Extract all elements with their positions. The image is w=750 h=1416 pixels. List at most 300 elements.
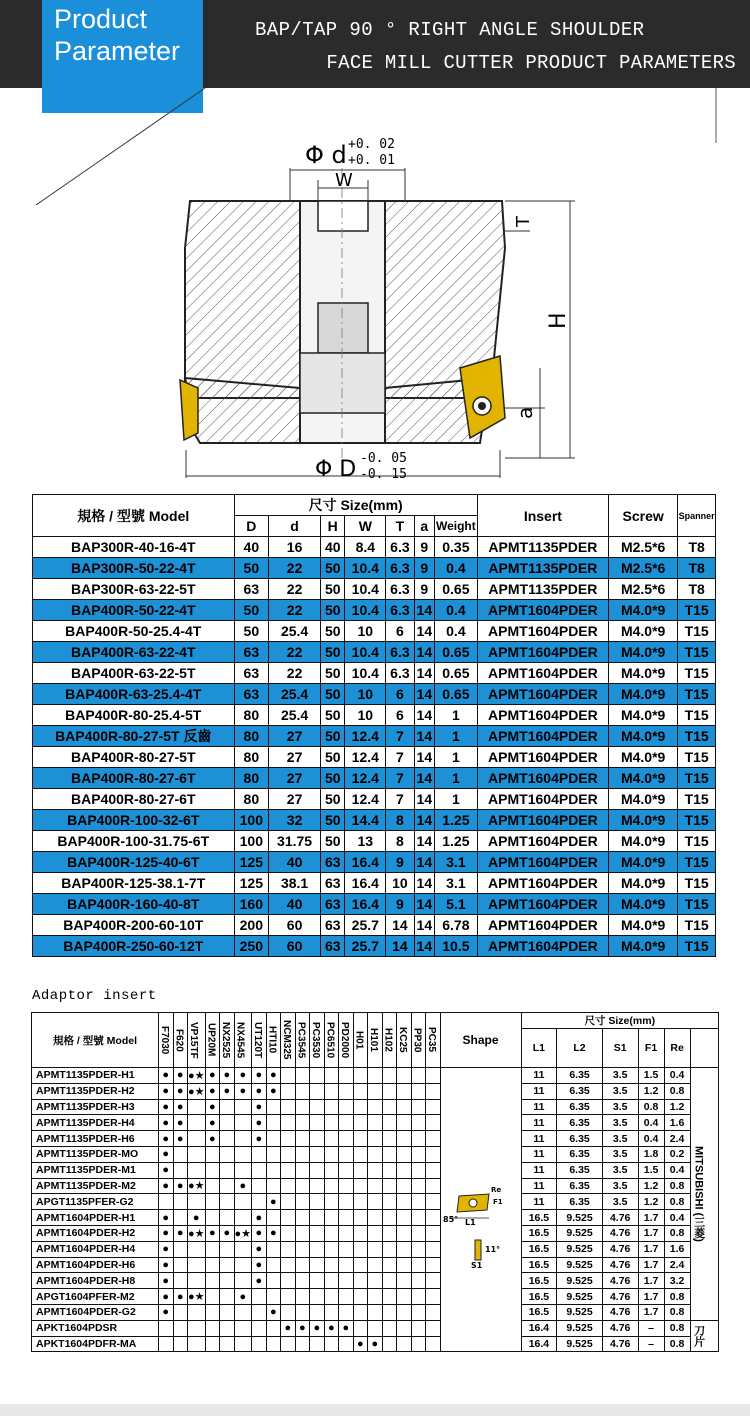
- table-cell: 10: [345, 621, 386, 642]
- table-cell: APMT1604PDER: [477, 852, 608, 873]
- grade-mark-cell: [339, 1241, 354, 1257]
- grade-mark-cell: [252, 1178, 267, 1194]
- table-cell: 27: [269, 726, 321, 747]
- grade-mark-cell: [295, 1336, 310, 1352]
- table-cell: BAP400R-50-22-4T: [33, 600, 235, 621]
- grade-mark-cell: [205, 1178, 220, 1194]
- grade-mark-cell: [252, 1336, 267, 1352]
- table-cell: APMT1604PDER: [477, 684, 608, 705]
- table-cell: 63: [321, 894, 345, 915]
- table-cell: 14: [414, 726, 434, 747]
- table-cell: 9: [386, 894, 415, 915]
- grade-mark-cell: [339, 1162, 354, 1178]
- grade-mark-cell: ●: [220, 1068, 235, 1084]
- grade-mark-cell: [324, 1336, 339, 1352]
- grade-mark-cell: [281, 1178, 296, 1194]
- grade-header: [234, 1013, 252, 1068]
- size-col-header: D: [234, 516, 269, 537]
- adaptor-size-cell: 1.2: [638, 1194, 664, 1210]
- adaptor-size-cell: 11: [521, 1083, 557, 1099]
- grade-header: [397, 1013, 412, 1068]
- grade-mark-cell: [368, 1083, 383, 1099]
- table-cell: BAP300R-40-16-4T: [33, 537, 235, 558]
- grade-mark-cell: [310, 1257, 325, 1273]
- table-row: [33, 936, 716, 957]
- grade-mark-cell: [353, 1146, 368, 1162]
- table-cell: 0.65: [435, 663, 478, 684]
- grade-mark-cell: ●: [252, 1083, 267, 1099]
- grade-mark-cell: [220, 1289, 235, 1305]
- grade-mark-cell: ●: [266, 1083, 281, 1099]
- w-label: W: [335, 170, 353, 191]
- grade-mark-cell: [310, 1178, 325, 1194]
- grade-label: F620: [173, 1028, 185, 1052]
- table-cell: 25.4: [269, 705, 321, 726]
- adaptor-size-cell: 6.35: [557, 1068, 603, 1084]
- table-row: [33, 894, 716, 915]
- table-cell: 13: [345, 831, 386, 852]
- table-row: [33, 747, 716, 768]
- grade-mark-cell: [411, 1225, 426, 1241]
- table-cell: 8: [386, 810, 415, 831]
- table-cell: T15: [678, 852, 716, 873]
- grade-mark-cell: ●: [205, 1115, 220, 1131]
- D-tolerance-lower: -0. 15: [360, 467, 407, 482]
- adaptor-size-cell: 1.7: [638, 1304, 664, 1320]
- grade-mark-cell: [368, 1289, 383, 1305]
- grade-mark-cell: [397, 1146, 412, 1162]
- table-cell: M4.0*9: [609, 768, 678, 789]
- grade-mark-cell: [426, 1115, 441, 1131]
- brand-col-header: [690, 1029, 718, 1068]
- grade-mark-cell: ●: [252, 1210, 267, 1226]
- grade-mark-cell: ●: [252, 1257, 267, 1273]
- grade-mark-cell: [339, 1068, 354, 1084]
- grade-mark-cell: [397, 1289, 412, 1305]
- table-cell: BAP400R-80-27-5T: [33, 747, 235, 768]
- grade-mark-cell: [173, 1336, 188, 1352]
- table-cell: BAP400R-160-40-8T: [33, 894, 235, 915]
- adaptor-size-cell: 0.8: [664, 1178, 690, 1194]
- grade-mark-cell: [411, 1194, 426, 1210]
- adaptor-size-cell: 4.76: [602, 1320, 638, 1336]
- adaptor-size-cell: 2.4: [664, 1257, 690, 1273]
- grade-mark-cell: [426, 1304, 441, 1320]
- table-cell: APMT1604PDER: [477, 768, 608, 789]
- grade-mark-cell: [426, 1225, 441, 1241]
- grade-label: PC3545: [295, 1021, 307, 1059]
- grade-mark-cell: [426, 1131, 441, 1147]
- grade-mark-cell: [188, 1273, 206, 1289]
- grade-mark-cell: [252, 1320, 267, 1336]
- adaptor-size-cell: 4.76: [602, 1225, 638, 1241]
- table-cell: T8: [678, 558, 716, 579]
- adaptor-size-cell: 3.5: [602, 1194, 638, 1210]
- grade-header: [173, 1013, 188, 1068]
- grade-mark-cell: [266, 1289, 281, 1305]
- table-cell: T15: [678, 831, 716, 852]
- grade-mark-cell: [426, 1241, 441, 1257]
- grade-mark-cell: [234, 1273, 252, 1289]
- table-cell: T15: [678, 600, 716, 621]
- grade-mark-cell: [295, 1068, 310, 1084]
- d-tolerance-lower: +0. 01: [348, 153, 395, 168]
- table-cell: 6.3: [386, 558, 415, 579]
- table-cell: 50: [321, 579, 345, 600]
- grade-mark-cell: ●: [188, 1210, 206, 1226]
- table-cell: 50: [321, 747, 345, 768]
- table-cell: BAP300R-50-22-4T: [33, 558, 235, 579]
- adaptor-size-cell: 1.7: [638, 1273, 664, 1289]
- adaptor-size-cell: 11: [521, 1099, 557, 1115]
- grade-mark-cell: [281, 1115, 296, 1131]
- table-cell: 100: [234, 831, 269, 852]
- grade-mark-cell: [205, 1210, 220, 1226]
- adaptor-row: [32, 1146, 719, 1162]
- table-cell: 14: [414, 936, 434, 957]
- grade-mark-cell: [281, 1257, 296, 1273]
- table-cell: M2.5*6: [609, 558, 678, 579]
- adaptor-model-cell: APMT1604PDER-H6: [32, 1257, 159, 1273]
- grade-mark-cell: [353, 1115, 368, 1131]
- adaptor-size-cell: 1.5: [638, 1068, 664, 1084]
- grade-mark-cell: [234, 1257, 252, 1273]
- adaptor-size-cell: 11: [521, 1194, 557, 1210]
- grade-mark-cell: [411, 1162, 426, 1178]
- table-cell: 50: [321, 810, 345, 831]
- table-cell: 25.7: [345, 936, 386, 957]
- grade-header: [411, 1013, 426, 1068]
- grade-mark-cell: [188, 1099, 206, 1115]
- table-cell: 5.1: [435, 894, 478, 915]
- grade-mark-cell: [281, 1210, 296, 1226]
- grade-mark-cell: [397, 1131, 412, 1147]
- grade-mark-cell: ●: [324, 1320, 339, 1336]
- table-cell: 200: [234, 915, 269, 936]
- grade-mark-cell: ●: [205, 1083, 220, 1099]
- table-cell: 16.4: [345, 894, 386, 915]
- grade-label: PD2000: [339, 1021, 351, 1059]
- grade-mark-cell: ●: [159, 1068, 174, 1084]
- adaptor-size-cell: –: [638, 1336, 664, 1352]
- grade-mark-cell: [397, 1320, 412, 1336]
- grade-mark-cell: [281, 1131, 296, 1147]
- table-cell: BAP300R-63-22-5T: [33, 579, 235, 600]
- adaptor-row: [32, 1336, 719, 1352]
- table-cell: 10.4: [345, 642, 386, 663]
- grade-mark-cell: [382, 1289, 397, 1305]
- table-cell: APMT1604PDER: [477, 600, 608, 621]
- grade-mark-cell: ●: [310, 1320, 325, 1336]
- grade-mark-cell: [310, 1336, 325, 1352]
- grade-mark-cell: ●: [266, 1068, 281, 1084]
- grade-mark-cell: [266, 1115, 281, 1131]
- table-cell: APMT1604PDER: [477, 747, 608, 768]
- adaptor-row: [32, 1241, 719, 1257]
- table-cell: 22: [269, 663, 321, 684]
- table-row: [33, 831, 716, 852]
- grade-mark-cell: [382, 1115, 397, 1131]
- adaptor-size-cell: 16.4: [521, 1336, 557, 1352]
- grade-mark-cell: ●: [173, 1083, 188, 1099]
- grade-mark-cell: [426, 1273, 441, 1289]
- adaptor-size-cell: 9.525: [557, 1241, 603, 1257]
- table-cell: 14: [414, 768, 434, 789]
- grade-mark-cell: [339, 1289, 354, 1305]
- grade-mark-cell: [310, 1162, 325, 1178]
- table-cell: 0.4: [435, 600, 478, 621]
- grade-mark-cell: [353, 1178, 368, 1194]
- adaptor-size-cell: 0.8: [664, 1336, 690, 1352]
- table-cell: APMT1604PDER: [477, 831, 608, 852]
- adaptor-size-cell: 3.2: [664, 1273, 690, 1289]
- grade-mark-cell: [188, 1320, 206, 1336]
- grade-mark-cell: ●: [205, 1068, 220, 1084]
- grade-mark-cell: [397, 1273, 412, 1289]
- grade-mark-cell: [266, 1257, 281, 1273]
- grade-mark-cell: [426, 1099, 441, 1115]
- table-cell: M4.0*9: [609, 852, 678, 873]
- table-cell: M4.0*9: [609, 726, 678, 747]
- grade-mark-cell: ●: [173, 1099, 188, 1115]
- grade-mark-cell: [220, 1178, 235, 1194]
- grade-mark-cell: [295, 1289, 310, 1305]
- grade-mark-cell: [295, 1273, 310, 1289]
- adaptor-size-cell: 16.5: [521, 1257, 557, 1273]
- table-cell: 25.4: [269, 621, 321, 642]
- table-cell: 50: [321, 600, 345, 621]
- grade-mark-cell: [205, 1336, 220, 1352]
- grade-mark-cell: ●: [173, 1068, 188, 1084]
- table-cell: 6: [386, 684, 415, 705]
- table-cell: T15: [678, 768, 716, 789]
- table-row: [33, 915, 716, 936]
- table-cell: 10: [345, 705, 386, 726]
- table-cell: 7: [386, 789, 415, 810]
- grade-mark-cell: [339, 1131, 354, 1147]
- grade-header: [205, 1013, 220, 1068]
- grade-mark-cell: ●: [205, 1099, 220, 1115]
- grade-mark-cell: [295, 1225, 310, 1241]
- insert-header: Insert: [477, 495, 608, 537]
- adaptor-model-cell: APMT1135PDER-H1: [32, 1068, 159, 1084]
- grade-header: [159, 1013, 174, 1068]
- grade-mark-cell: [252, 1194, 267, 1210]
- table-cell: 14: [414, 621, 434, 642]
- grade-mark-cell: ●: [173, 1289, 188, 1305]
- grade-mark-cell: [281, 1083, 296, 1099]
- adaptor-size-cell: 0.4: [638, 1115, 664, 1131]
- grade-mark-cell: [220, 1146, 235, 1162]
- grade-mark-cell: [411, 1289, 426, 1305]
- grade-mark-cell: [266, 1146, 281, 1162]
- table-cell: 6: [386, 705, 415, 726]
- grade-mark-cell: [220, 1320, 235, 1336]
- grade-mark-cell: [382, 1320, 397, 1336]
- table-cell: 40: [269, 894, 321, 915]
- grade-mark-cell: [266, 1273, 281, 1289]
- insert-shape-illustration: [440, 1068, 521, 1352]
- table-cell: 1.25: [435, 831, 478, 852]
- table-cell: APMT1604PDER: [477, 726, 608, 747]
- grade-mark-cell: ●: [368, 1336, 383, 1352]
- adaptor-size-cell: 0.8: [664, 1289, 690, 1305]
- grade-mark-cell: ●★: [188, 1225, 206, 1241]
- grade-mark-cell: [234, 1320, 252, 1336]
- header-bar: [0, 0, 750, 88]
- adaptor-model-header: 規格 / 型號 Model: [32, 1013, 159, 1068]
- grade-mark-cell: ●: [220, 1083, 235, 1099]
- grade-mark-cell: [205, 1320, 220, 1336]
- grade-mark-cell: [295, 1257, 310, 1273]
- table-cell: BAP400R-80-27-5T 反齒: [33, 726, 235, 747]
- adaptor-size-cell: 6.35: [557, 1194, 603, 1210]
- table-cell: 80: [234, 768, 269, 789]
- adaptor-size-cell: 6.35: [557, 1099, 603, 1115]
- table-cell: M4.0*9: [609, 894, 678, 915]
- adaptor-size-cell: 3.5: [602, 1099, 638, 1115]
- adaptor-size-header: 尺寸 Size(mm): [521, 1013, 718, 1029]
- grade-header: [295, 1013, 310, 1068]
- table-cell: APMT1135PDER: [477, 537, 608, 558]
- grade-mark-cell: [368, 1162, 383, 1178]
- grade-mark-cell: [234, 1210, 252, 1226]
- grade-mark-cell: [173, 1304, 188, 1320]
- adaptor-size-cell: 1.5: [638, 1162, 664, 1178]
- grade-mark-cell: [324, 1257, 339, 1273]
- grade-mark-cell: ●: [159, 1083, 174, 1099]
- grade-mark-cell: [220, 1099, 235, 1115]
- grade-mark-cell: [397, 1178, 412, 1194]
- grade-mark-cell: [339, 1178, 354, 1194]
- grade-mark-cell: [426, 1210, 441, 1226]
- grade-mark-cell: [295, 1131, 310, 1147]
- adaptor-size-cell: 1.2: [638, 1083, 664, 1099]
- adaptor-size-cell: 6.35: [557, 1146, 603, 1162]
- grade-mark-cell: [310, 1083, 325, 1099]
- product-parameter-table: [32, 494, 716, 957]
- adaptor-size-cell: 6.35: [557, 1115, 603, 1131]
- grade-mark-cell: ●★: [188, 1289, 206, 1305]
- adaptor-size-cell: 3.5: [602, 1162, 638, 1178]
- adaptor-size-cell: 16.5: [521, 1289, 557, 1305]
- table-cell: 6: [386, 621, 415, 642]
- table-cell: T8: [678, 537, 716, 558]
- table-cell: APMT1604PDER: [477, 621, 608, 642]
- table-cell: T15: [678, 726, 716, 747]
- table-cell: 0.4: [435, 558, 478, 579]
- grade-mark-cell: ●: [173, 1131, 188, 1147]
- table-cell: BAP400R-125-40-6T: [33, 852, 235, 873]
- grade-header: [368, 1013, 383, 1068]
- table-cell: 100: [234, 810, 269, 831]
- grade-mark-cell: [353, 1210, 368, 1226]
- grade-mark-cell: [310, 1131, 325, 1147]
- grade-mark-cell: [234, 1131, 252, 1147]
- adaptor-size-cell: 16.5: [521, 1210, 557, 1226]
- adaptor-table-body: [32, 1068, 719, 1352]
- h-label: H: [546, 312, 571, 329]
- adaptor-model-cell: APMT1135PDER-M2: [32, 1178, 159, 1194]
- adaptor-size-cell: 1.6: [664, 1241, 690, 1257]
- adaptor-size-cell: 9.525: [557, 1289, 603, 1305]
- adaptor-row: [32, 1257, 719, 1273]
- grade-mark-cell: [173, 1210, 188, 1226]
- table-cell: BAP400R-63-25.4-4T: [33, 684, 235, 705]
- size-col-header: Weight: [435, 516, 478, 537]
- adaptor-row: [32, 1162, 719, 1178]
- table-row: [33, 789, 716, 810]
- grade-mark-cell: [281, 1225, 296, 1241]
- grade-mark-cell: ●: [281, 1320, 296, 1336]
- table-cell: 14: [414, 747, 434, 768]
- table-cell: 12.4: [345, 726, 386, 747]
- table-cell: BAP400R-125-38.1-7T: [33, 873, 235, 894]
- table-cell: 125: [234, 873, 269, 894]
- table-cell: T15: [678, 705, 716, 726]
- table-cell: 63: [321, 915, 345, 936]
- grade-mark-cell: [411, 1083, 426, 1099]
- adaptor-model-cell: APMT1604PDER-H4: [32, 1241, 159, 1257]
- grade-mark-cell: ●: [159, 1162, 174, 1178]
- grade-mark-cell: [411, 1257, 426, 1273]
- table-cell: 14: [386, 915, 415, 936]
- table-cell: M4.0*9: [609, 831, 678, 852]
- grade-mark-cell: ●: [173, 1225, 188, 1241]
- grade-mark-cell: ●: [252, 1225, 267, 1241]
- grade-mark-cell: [220, 1194, 235, 1210]
- grade-mark-cell: [368, 1257, 383, 1273]
- adaptor-size-cell: 3.5: [602, 1131, 638, 1147]
- grade-mark-cell: [339, 1210, 354, 1226]
- table-cell: 6.3: [386, 537, 415, 558]
- table-cell: 14: [414, 642, 434, 663]
- grade-mark-cell: [205, 1289, 220, 1305]
- grade-mark-cell: [397, 1257, 412, 1273]
- grade-mark-cell: ●: [266, 1304, 281, 1320]
- grade-mark-cell: [295, 1210, 310, 1226]
- table-cell: 22: [269, 579, 321, 600]
- grade-mark-cell: [281, 1289, 296, 1305]
- grade-mark-cell: [295, 1083, 310, 1099]
- adaptor-size-cell: 9.525: [557, 1257, 603, 1273]
- adaptor-size-cell: 1.2: [664, 1099, 690, 1115]
- grade-mark-cell: ●: [159, 1304, 174, 1320]
- grade-mark-cell: [353, 1257, 368, 1273]
- grade-mark-cell: [220, 1162, 235, 1178]
- grade-mark-cell: [426, 1068, 441, 1084]
- adaptor-size-cell: 0.8: [638, 1099, 664, 1115]
- grade-mark-cell: [426, 1320, 441, 1336]
- adaptor-row: [32, 1210, 719, 1226]
- table-cell: BAP400R-100-32-6T: [33, 810, 235, 831]
- table-cell: 12.4: [345, 747, 386, 768]
- table-cell: 12.4: [345, 768, 386, 789]
- table-cell: 14: [414, 831, 434, 852]
- grade-mark-cell: [339, 1336, 354, 1352]
- grade-mark-cell: ●★: [188, 1178, 206, 1194]
- table-cell: 63: [234, 663, 269, 684]
- adaptor-size-cell: 11: [521, 1115, 557, 1131]
- table-cell: 6.78: [435, 915, 478, 936]
- table-row: [33, 621, 716, 642]
- table-cell: 160: [234, 894, 269, 915]
- adaptor-size-cell: 9.525: [557, 1225, 603, 1241]
- adaptor-insert-title: Adaptor insert: [32, 988, 157, 1004]
- angle-85-label: 85°: [442, 1215, 458, 1225]
- grade-mark-cell: [266, 1099, 281, 1115]
- grade-mark-cell: [368, 1099, 383, 1115]
